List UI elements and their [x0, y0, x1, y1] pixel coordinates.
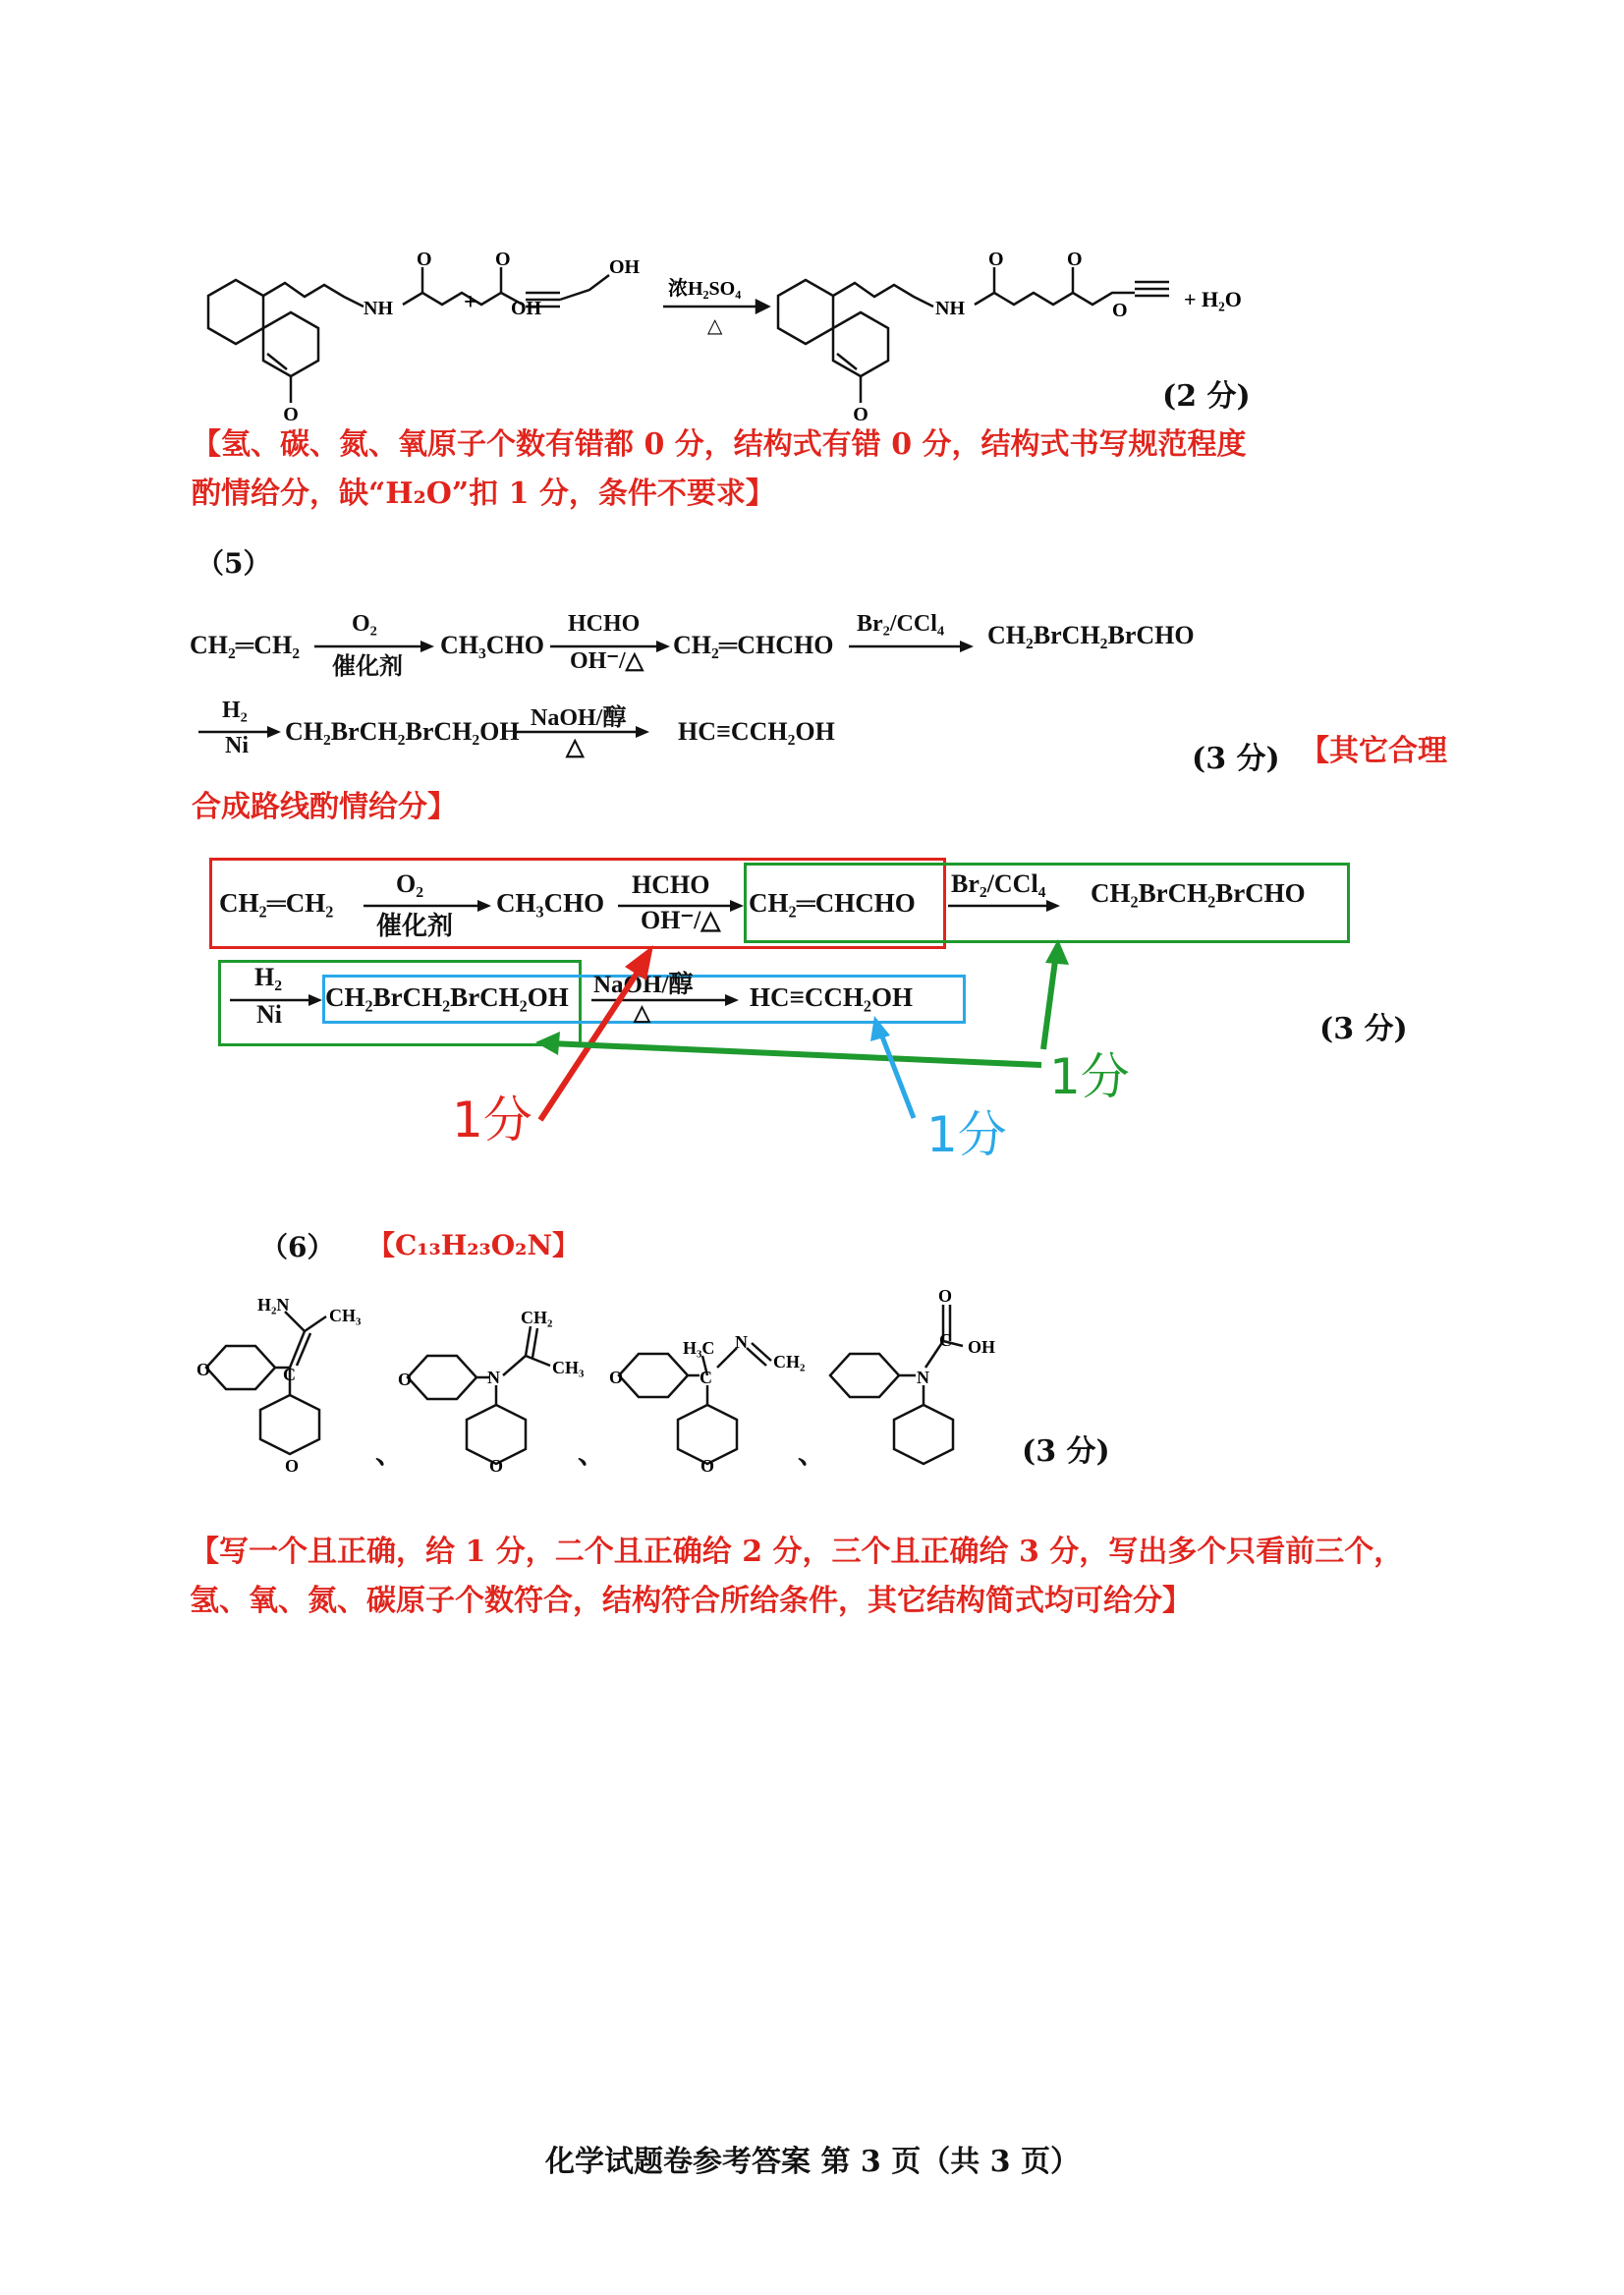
catalyst-label: 浓H₂SO₄ [668, 278, 742, 300]
product-o-2: O [1067, 249, 1083, 270]
a-arrow1-bottom: 催化剂 [376, 912, 454, 940]
a-acetaldehyde: CH₃CHO [496, 888, 605, 918]
carbonyl-o-1: O [417, 249, 432, 270]
s5-propargyl-alcohol: HC≡CCH₂OH [678, 717, 835, 746]
s5-arrow3-top: Br₂/CCl₄ [857, 611, 945, 637]
s5-arrow-3 [847, 637, 975, 656]
a-arrow1-top: O₂ [396, 869, 424, 898]
s5-dibromo-alcohol: CH₂BrCH₂BrCH₂OH [285, 717, 520, 746]
svg-text:O: O [196, 1360, 211, 1379]
section5-label: （5） [196, 547, 271, 580]
svg-text:O: O [398, 1370, 413, 1389]
heat-label: △ [707, 315, 723, 337]
reaction4-score: (2 分) [1162, 379, 1251, 414]
svg-text:N: N [487, 1368, 500, 1387]
s5-ethylene: CH₂═CH₂ [190, 631, 301, 659]
isomer-separator-3: 、 [798, 1437, 826, 1470]
isomer-structures [187, 1287, 1071, 1474]
a-arrow-3 [946, 896, 1062, 916]
svg-text:CH₃: CH₃ [552, 1358, 585, 1377]
product-o-3: O [1112, 300, 1128, 321]
a-arrow2-bottom: OH⁻/△ [641, 906, 721, 934]
s5-arrow2-bottom: OH⁻/△ [570, 648, 644, 674]
note-section6: 【写一个且正确，给 1 分，二个且正确给 2 分，三个且正确给 3 分，写出多个只看前三个，氢、氧、氮、碳原子个数符合，结构符合所给条件，其它结构简式均可给分】 [190, 1535, 1404, 1618]
page-footer: 化学试题卷参考答案 第 3 页（共 3 页） [545, 2145, 1080, 2179]
s5-arrow4-top: H₂ [222, 698, 248, 723]
product-ring-o: O [853, 404, 868, 422]
annotated-score: (3 分) [1319, 1012, 1408, 1046]
s5-arrow1-bottom: 催化剂 [332, 654, 403, 680]
svg-text:O: O [285, 1456, 300, 1474]
s5-arrow5-top: NaOH/醇 [531, 705, 627, 731]
section6-formula: 【C₁₃H₂₃O₂N】 [367, 1229, 581, 1261]
reaction4-scheme [177, 246, 1258, 422]
svg-text:C: C [283, 1365, 296, 1384]
s5-arrow4-bottom: Ni [225, 733, 249, 758]
svg-text:N: N [735, 1332, 748, 1352]
point-label-green: 1分 [1049, 1048, 1130, 1105]
product-o-1: O [988, 249, 1004, 270]
a-arrow2-top: HCHO [632, 870, 710, 899]
plus-sign: + [464, 290, 477, 315]
point-label-red: 1分 [452, 1092, 532, 1148]
svg-text:C: C [700, 1368, 712, 1387]
s5-arrow5-bottom: △ [566, 735, 585, 760]
svg-text:O: O [938, 1287, 953, 1306]
a-propargyl-alcohol: HC≡CCH₂OH [750, 982, 913, 1012]
svg-text:O: O [700, 1456, 715, 1474]
s5-arrow1-top: O₂ [352, 611, 377, 637]
a-arrow4-bottom: Ni [256, 1000, 282, 1029]
a-dibromo-aldehyde: CH₂BrCH₂BrCHO [1091, 878, 1306, 908]
section6-label: （6） [260, 1231, 335, 1263]
isomer-separator-2: 、 [578, 1437, 606, 1470]
isomer-separator-1: 、 [375, 1437, 404, 1470]
acid-oh: OH [511, 298, 542, 319]
a-arrow5-bottom: △ [634, 1000, 650, 1025]
svg-text:C: C [939, 1330, 952, 1350]
a-dibromo-alcohol: CH₂BrCH₂BrCH₂OH [325, 982, 569, 1012]
svg-text:CH₃: CH₃ [329, 1306, 362, 1325]
ring-ketone-o: O [283, 404, 299, 422]
point-label-blue: 1分 [926, 1106, 1007, 1163]
svg-text:N: N [917, 1368, 929, 1387]
section6-score: (3 分) [1022, 1434, 1110, 1469]
byproduct-water: + H₂O [1184, 287, 1242, 311]
note-section4: 【氢、碳、氮、氧原子个数有错都 0 分，结构式有错 0 分，结构式书写规范程度酌情给分，缺“H₂O”扣 1 分，条件不要求】 [192, 427, 1247, 511]
svg-text:CH₂: CH₂ [521, 1308, 553, 1327]
s5-acrolein: CH₂═CHCHO [673, 631, 834, 659]
a-acrolein: CH₂═CHCHO [749, 888, 916, 918]
a-arrow5-top: NaOH/醇 [593, 972, 694, 998]
svg-text:OH: OH [968, 1337, 996, 1357]
s5-score: (3 分) [1192, 742, 1280, 776]
a-arrow4-top: H₂ [254, 963, 283, 991]
s5-note-inline: 【其它合理 [1300, 734, 1447, 768]
alcohol-oh: OH [609, 256, 641, 278]
product-nh: NH [935, 298, 965, 319]
svg-text:O: O [609, 1368, 624, 1387]
s5-note-cont: 合成路线酌情给分】 [192, 790, 457, 824]
s5-dibromo-aldehyde: CH₂BrCH₂BrCHO [987, 621, 1195, 649]
svg-text:H₂N: H₂N [257, 1295, 290, 1315]
a-ethylene: CH₂═CH₂ [219, 888, 334, 918]
s5-arrow2-top: HCHO [568, 611, 641, 637]
s5-acetaldehyde: CH₃CHO [440, 631, 545, 659]
svg-text:CH₂: CH₂ [773, 1352, 806, 1371]
carbonyl-o-2: O [495, 249, 511, 270]
a-arrow3-top: Br₂/CCl₄ [951, 869, 1046, 898]
amide-nh: NH [364, 298, 393, 319]
svg-text:O: O [489, 1456, 504, 1474]
svg-text:H₃C: H₃C [683, 1338, 715, 1358]
